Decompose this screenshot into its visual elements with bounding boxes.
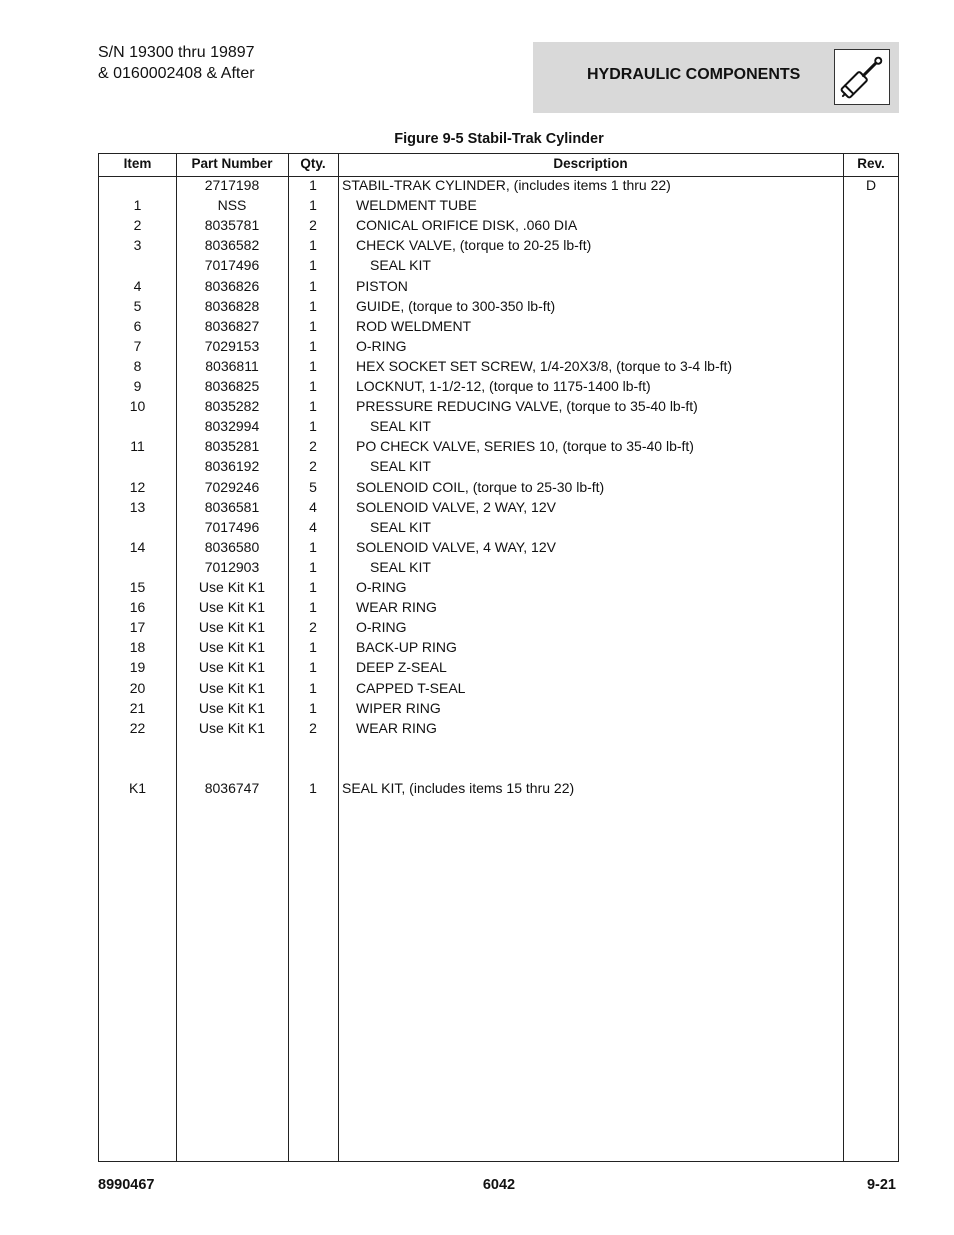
description-cell: WELDMENT TUBE: [356, 197, 477, 214]
qty-cell: 2: [309, 458, 317, 475]
description-cell: ROD WELDMENT: [356, 317, 472, 334]
qty-cell: 2: [309, 217, 317, 234]
description-cell: SEAL KIT: [370, 458, 431, 475]
part-number-cell: Use Kit K1: [198, 619, 266, 636]
qty-cell: 1: [309, 257, 317, 274]
column-header-rev: Rev.: [857, 156, 885, 171]
part-number-cell: 7017496: [204, 518, 260, 535]
item-cell: 15: [129, 579, 146, 595]
parts-table: [98, 153, 899, 1162]
table-row: [99, 376, 898, 396]
table-row: [99, 235, 898, 255]
item-cell: 6: [133, 317, 142, 334]
column-header-item: Item: [123, 156, 152, 171]
qty-cell: 5: [309, 478, 317, 495]
qty-cell: 1: [309, 297, 317, 314]
column-header-description: Description: [553, 156, 628, 171]
item-cell: 14: [129, 538, 146, 555]
part-number-cell: 8036827: [204, 317, 260, 334]
part-number-cell: 2717198: [204, 177, 260, 193]
description-cell: O-RING: [356, 579, 407, 595]
description-cell: WEAR RING: [356, 719, 437, 736]
table-row: [99, 778, 898, 798]
item-cell: 12: [129, 478, 146, 495]
item-cell: 19: [129, 659, 146, 676]
item-cell: 10: [129, 398, 146, 415]
description-cell: LOCKNUT, 1-1/2-12, (torque to 1175-1400 lb-ft): [356, 378, 651, 394]
part-number-cell: Use Kit K1: [198, 639, 266, 656]
item-cell: 9: [133, 378, 142, 394]
item-cell: 16: [129, 599, 146, 616]
table-row: [99, 296, 898, 316]
table-row: [99, 758, 898, 778]
table-row: [99, 738, 898, 758]
part-number-cell: 8036825: [204, 378, 260, 394]
item-cell: K1: [128, 780, 147, 796]
item-cell: 3: [133, 237, 142, 254]
description-cell: SOLENOID COIL, (torque to 25-30 lb-ft): [356, 478, 605, 495]
qty-cell: 1: [309, 780, 317, 796]
qty-cell: 1: [309, 558, 317, 575]
footer-page-number: 9-21: [866, 1177, 896, 1193]
item-cell: 5: [133, 297, 142, 314]
item-cell: 11: [130, 438, 145, 455]
table-row: [99, 175, 898, 195]
part-number-cell: 8036811: [205, 357, 259, 374]
part-number-cell: 8032994: [204, 418, 260, 435]
description-cell: CAPPED T-SEAL: [356, 679, 466, 696]
table-row: [99, 497, 898, 517]
description-cell: SEAL KIT: [370, 518, 431, 535]
qty-cell: 1: [309, 679, 317, 696]
qty-cell: 2: [309, 619, 317, 636]
qty-cell: 2: [309, 438, 317, 455]
qty-cell: 1: [309, 277, 317, 294]
table-row: [99, 617, 898, 637]
part-number-cell: 8036581: [204, 498, 260, 515]
description-cell: STABIL-TRAK CYLINDER, (includes items 1 thru 22): [342, 177, 671, 193]
qty-cell: 4: [309, 518, 317, 535]
description-cell: GUIDE, (torque to 300-350 lb-ft): [356, 297, 556, 314]
part-number-cell: Use Kit K1: [198, 599, 266, 616]
section-header: [533, 42, 899, 113]
qty-cell: 1: [309, 579, 317, 595]
table-row: [99, 718, 898, 738]
table-row: [99, 195, 898, 215]
part-number-cell: 8036828: [204, 297, 260, 314]
item-cell: 1: [133, 197, 142, 214]
part-number-cell: Use Kit K1: [198, 579, 266, 595]
section-title: HYDRAULIC COMPONENTS: [587, 66, 801, 83]
table-row: [99, 396, 898, 416]
part-number-cell: 7017496: [204, 257, 260, 274]
hydraulic-cylinder-icon: [834, 49, 890, 105]
qty-cell: 4: [309, 498, 317, 515]
table-row: [99, 557, 898, 577]
table-row: [99, 597, 898, 617]
table-row: [99, 456, 898, 476]
description-cell: SOLENOID VALVE, 2 WAY, 12V: [356, 498, 556, 515]
part-number-cell: 8036582: [204, 237, 260, 254]
part-number-cell: 7029153: [204, 337, 260, 354]
part-number-cell: Use Kit K1: [198, 699, 266, 716]
part-number-cell: 8036826: [204, 277, 260, 294]
description-cell: SEAL KIT, (includes items 15 thru 22): [342, 780, 575, 796]
description-cell: SEAL KIT: [370, 257, 431, 274]
qty-cell: 1: [309, 237, 317, 254]
table-row: [99, 276, 898, 296]
qty-cell: 1: [309, 659, 317, 676]
table-row: [99, 316, 898, 336]
column-header-part-number: Part Number: [191, 156, 273, 171]
description-cell: CHECK VALVE, (torque to 20-25 lb-ft): [356, 237, 592, 254]
description-cell: CONICAL ORIFICE DISK, .060 DIA: [356, 217, 578, 234]
description-cell: PRESSURE REDUCING VALVE, (torque to 35-40 lb-ft): [356, 398, 698, 415]
part-number-cell: Use Kit K1: [198, 719, 266, 736]
part-number-cell: NSS: [217, 197, 247, 214]
qty-cell: 1: [309, 639, 317, 656]
table-row: [99, 477, 898, 497]
description-cell: BACK-UP RING: [356, 639, 457, 656]
part-number-cell: 8035781: [204, 217, 260, 234]
rev-cell: D: [865, 177, 877, 193]
qty-cell: 1: [309, 337, 317, 354]
qty-cell: 1: [309, 177, 317, 193]
table-row: [99, 215, 898, 235]
part-number-cell: 7012903: [204, 558, 260, 575]
table-row: [99, 356, 898, 376]
description-cell: O-RING: [356, 337, 407, 354]
item-cell: 8: [133, 357, 142, 374]
qty-cell: 1: [309, 699, 317, 716]
qty-cell: 1: [309, 599, 317, 616]
table-row: [99, 577, 898, 597]
part-number-cell: 7029246: [204, 478, 260, 495]
table-row: [99, 537, 898, 557]
description-cell: SEAL KIT: [370, 418, 431, 435]
footer-doc-number: 8990467: [98, 1177, 155, 1193]
part-number-cell: 8036580: [204, 538, 260, 555]
item-cell: 4: [133, 277, 142, 294]
part-number-cell: 8035281: [204, 438, 260, 455]
table-row: [99, 517, 898, 537]
figure-title: Figure 9-5 Stabil-Trak Cylinder: [394, 131, 604, 147]
item-cell: 20: [129, 679, 146, 696]
description-cell: O-RING: [356, 619, 407, 636]
description-cell: PISTON: [356, 277, 408, 294]
qty-cell: 1: [309, 317, 317, 334]
serial-range: [98, 42, 255, 84]
description-cell: WEAR RING: [356, 599, 437, 616]
part-number-cell: 8035282: [204, 398, 260, 415]
description-cell: SEAL KIT: [370, 558, 431, 575]
table-row: [99, 678, 898, 698]
table-row: [99, 436, 898, 456]
part-number-cell: 8036192: [204, 458, 260, 475]
table-row: [99, 637, 898, 657]
table-row: [99, 698, 898, 718]
item-cell: 18: [129, 639, 146, 656]
description-cell: WIPER RING: [356, 699, 441, 716]
description-cell: DEEP Z-SEAL: [356, 659, 447, 676]
part-number-cell: Use Kit K1: [198, 659, 266, 676]
table-row: [99, 336, 898, 356]
qty-cell: 1: [309, 538, 317, 555]
table-row: [99, 657, 898, 677]
serial-line-2: & 0160002408 & After: [98, 65, 255, 82]
footer-model: 6042: [482, 1177, 516, 1193]
item-cell: 13: [129, 498, 146, 515]
item-cell: 7: [133, 337, 142, 354]
item-cell: 17: [129, 619, 146, 636]
qty-cell: 1: [309, 378, 317, 394]
item-cell: 22: [129, 719, 146, 736]
description-cell: HEX SOCKET SET SCREW, 1/4-20X3/8, (torque to 3-4 lb-ft): [356, 357, 733, 374]
part-number-cell: Use Kit K1: [198, 679, 266, 696]
description-cell: PO CHECK VALVE, SERIES 10, (torque to 35-40 lb-ft): [356, 438, 694, 455]
item-cell: 2: [133, 217, 142, 234]
serial-line-1: S/N 19300 thru 19897: [98, 44, 255, 61]
item-cell: 21: [129, 699, 146, 716]
qty-cell: 2: [309, 719, 317, 736]
qty-cell: 1: [309, 357, 317, 374]
part-number-cell: 8036747: [204, 780, 260, 796]
qty-cell: 1: [309, 418, 317, 435]
description-cell: SOLENOID VALVE, 4 WAY, 12V: [356, 538, 556, 555]
table-row: [99, 416, 898, 436]
qty-cell: 1: [309, 398, 317, 415]
qty-cell: 1: [309, 197, 317, 214]
table-row: [99, 255, 898, 275]
column-header-qty: Qty.: [300, 156, 326, 171]
